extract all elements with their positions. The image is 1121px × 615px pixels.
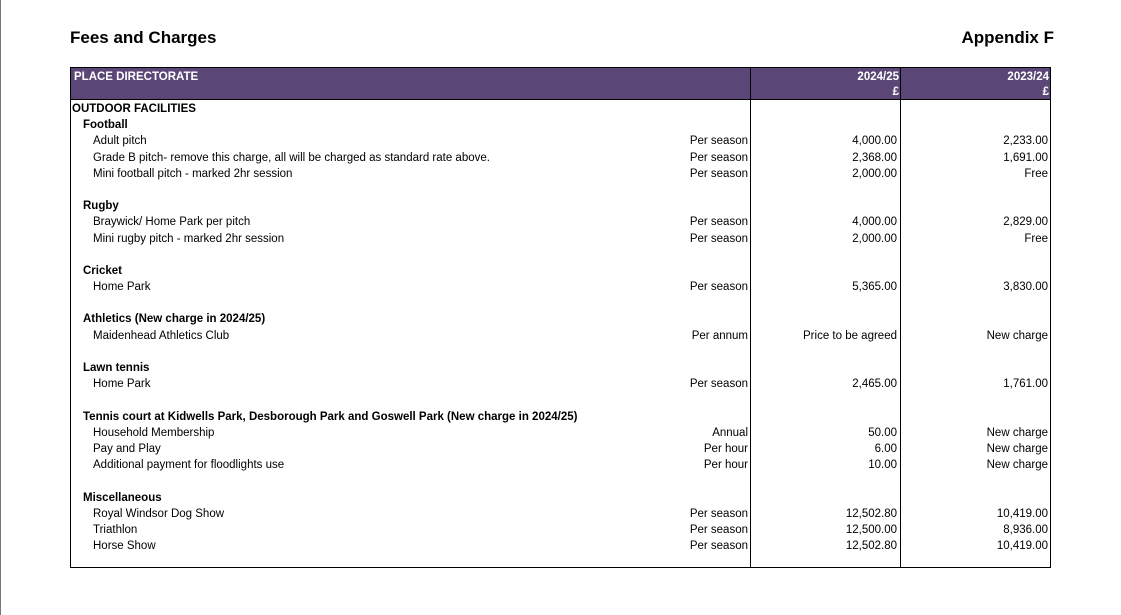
- row-unit: Per season: [689, 135, 748, 148]
- row-label: OUTDOOR FACILITIES: [72, 103, 196, 115]
- table-row: [71, 133, 1050, 149]
- group-heading-row: [71, 409, 1050, 425]
- row-unit: Per season: [689, 281, 748, 294]
- appendix-label: Appendix F: [961, 28, 1054, 47]
- row-value-2023-24: 1,691.00: [1003, 151, 1048, 164]
- column-year-2024-25: 2024/25: [857, 71, 899, 83]
- row-value-2023-24: 10,419.00: [996, 540, 1048, 553]
- row-unit: Per season: [689, 232, 748, 245]
- fees-table: [70, 67, 1051, 568]
- row-value-2024-25: 2,000.00: [852, 167, 897, 180]
- row-value-2024-25: 2,465.00: [852, 378, 897, 391]
- row-label: Tennis court at Kidwells Park, Desborough Park and Goswell Park (New charge in 2024/25): [83, 410, 578, 423]
- column-header-2023-24: [901, 70, 1049, 100]
- table-row: [71, 441, 1050, 457]
- row-unit: Per season: [689, 523, 748, 536]
- spacer-row: [71, 295, 1050, 311]
- column-currency-2024-25: £: [892, 86, 899, 98]
- row-value-2024-25: 2,000.00: [852, 232, 897, 245]
- row-label: Athletics (New charge in 2024/25): [83, 313, 266, 326]
- row-unit: Per season: [689, 540, 748, 553]
- row-label: Maidenhead Athletics Club: [93, 329, 230, 342]
- group-heading-row: [71, 263, 1050, 279]
- section-row: [71, 101, 1050, 117]
- row-value-2024-25: Price to be agreed: [803, 329, 897, 342]
- group-heading-row: [71, 311, 1050, 327]
- row-value-2024-25: 4,000.00: [852, 216, 897, 229]
- row-label: Adult pitch: [93, 135, 147, 148]
- column-currency-2023-24: £: [1042, 86, 1049, 98]
- row-value-2024-25: 10.00: [868, 459, 897, 472]
- table-row: [71, 214, 1050, 230]
- group-heading-row: [71, 490, 1050, 506]
- row-value-2023-24: Free: [1024, 232, 1048, 245]
- group-heading-row: [71, 198, 1050, 214]
- table-row: [71, 231, 1050, 247]
- spacer-row: [71, 247, 1050, 263]
- row-label: Football: [83, 119, 128, 132]
- table-row: [71, 279, 1050, 295]
- row-value-2024-25: 12,500.00: [845, 523, 897, 536]
- row-value-2024-25: 12,502.80: [845, 540, 897, 553]
- row-value-2023-24: 2,829.00: [1003, 216, 1048, 229]
- row-unit: Per season: [689, 167, 748, 180]
- spacer-row: [71, 182, 1050, 198]
- row-unit: Per annum: [691, 329, 748, 342]
- table-row: [71, 538, 1050, 554]
- spacer-row: [71, 344, 1050, 360]
- group-heading-row: [71, 117, 1050, 133]
- table-row: [71, 166, 1050, 182]
- group-heading-row: [71, 360, 1050, 376]
- row-value-2023-24: New charge: [986, 442, 1048, 455]
- row-label: Rugby: [83, 200, 119, 213]
- directorate-heading: PLACE DIRECTORATE: [74, 71, 199, 83]
- row-label: Mini rugby pitch - marked 2hr session: [93, 232, 285, 245]
- table-row: [71, 150, 1050, 166]
- row-label: Triathlon: [93, 523, 138, 536]
- row-value-2024-25: 50.00: [868, 426, 897, 439]
- row-value-2023-24: New charge: [986, 329, 1048, 342]
- row-unit: Per season: [689, 216, 748, 229]
- row-value-2024-25: 5,365.00: [852, 281, 897, 294]
- row-value-2023-24: 3,830.00: [1003, 281, 1048, 294]
- table-row: [71, 328, 1050, 344]
- row-value-2023-24: 1,761.00: [1003, 378, 1048, 391]
- column-header-2024-25: [751, 70, 899, 100]
- row-value-2024-25: 2,368.00: [852, 151, 897, 164]
- table-row: [71, 457, 1050, 473]
- row-value-2024-25: 4,000.00: [852, 135, 897, 148]
- row-label: Lawn tennis: [83, 362, 150, 374]
- table-header: [71, 68, 1050, 100]
- row-label: Household Membership: [93, 426, 215, 439]
- row-unit: Per season: [689, 378, 748, 391]
- table-row: [71, 376, 1050, 392]
- row-value-2024-25: 12,502.80: [845, 507, 897, 520]
- row-unit: Per season: [689, 507, 748, 520]
- row-label: Additional payment for floodlights use: [93, 459, 285, 472]
- row-label: Pay and Play: [93, 442, 161, 455]
- column-year-2023-24: 2023/24: [1007, 71, 1049, 83]
- row-unit: Annual: [712, 426, 748, 439]
- row-label: Home Park: [93, 378, 151, 391]
- row-value-2023-24: New charge: [986, 459, 1048, 472]
- table-body: [71, 101, 1050, 554]
- row-label: Braywick/ Home Park per pitch: [93, 216, 251, 229]
- row-label: Grade B pitch- remove this charge, all will be charged as standard rate above.: [93, 151, 490, 164]
- document-title: Fees and Charges: [70, 28, 217, 47]
- row-label: Mini football pitch - marked 2hr session: [93, 167, 293, 180]
- row-label: Miscellaneous: [83, 491, 162, 504]
- row-value-2023-24: New charge: [986, 426, 1048, 439]
- row-value-2023-24: 8,936.00: [1003, 523, 1048, 536]
- row-label: Royal Windsor Dog Show: [93, 507, 225, 520]
- row-label: Home Park: [93, 281, 151, 294]
- row-unit: Per hour: [703, 459, 748, 472]
- spacer-row: [71, 392, 1050, 408]
- row-value-2023-24: Free: [1024, 167, 1048, 180]
- row-unit: Per season: [689, 151, 748, 164]
- spacer-row: [71, 473, 1050, 489]
- row-label: Cricket: [83, 264, 122, 277]
- table-row: [71, 522, 1050, 538]
- row-label: Horse Show: [93, 540, 156, 553]
- row-unit: Per hour: [703, 442, 748, 455]
- page-edge: [0, 0, 1, 615]
- row-value-2023-24: 2,233.00: [1003, 135, 1048, 148]
- row-value-2024-25: 6.00: [874, 442, 897, 455]
- table-row: [71, 506, 1050, 522]
- row-value-2023-24: 10,419.00: [996, 507, 1048, 520]
- table-row: [71, 425, 1050, 441]
